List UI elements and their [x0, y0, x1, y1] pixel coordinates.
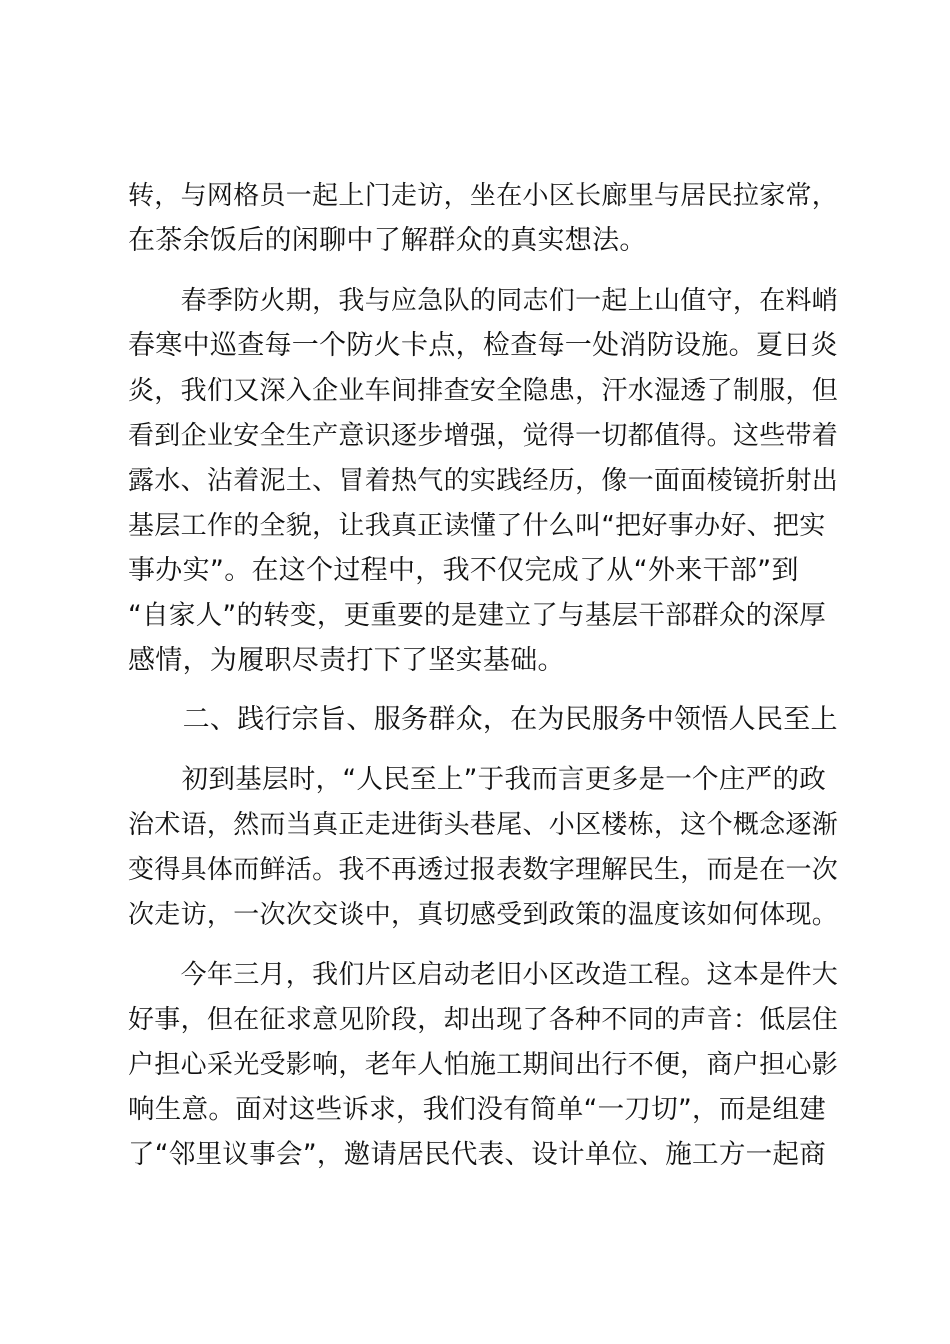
section-heading: 二、践行宗旨、服务群众，在为民服务中领悟人民至上	[128, 704, 838, 735]
text-line: 好事，但在征求意见阶段，却出现了各种不同的声音：低层住	[128, 1005, 839, 1035]
text-line: “自家人”的转变，更重要的是建立了与基层干部群众的深厚	[128, 600, 827, 631]
text-line: 感情，为履职尽责打下了坚实基础。	[128, 645, 565, 676]
text-line: 了“邻里议事会”，邀请居民代表、设计单位、施工方一起商	[128, 1139, 827, 1170]
text-line: 转，与网格员一起上门走访，坐在小区长廊里与居民拉家常，	[128, 181, 839, 211]
text-line: 看到企业安全生产意识逐步增强，觉得一切都值得。这些带着	[128, 421, 839, 451]
text-line: 炎，我们又深入企业车间排查安全隐患，汗水湿透了制服，但	[128, 376, 839, 406]
text-line: 初到基层时，“人民至上”于我而言更多是一个庄严的政	[128, 764, 827, 795]
text-line: 今年三月，我们片区启动老旧小区改造工程。这本是件大	[128, 960, 839, 990]
text-line: 春季防火期，我与应急队的同志们一起上山值守，在料峭	[128, 286, 839, 316]
text-line: 露水、沾着泥土、冒着热气的实践经历，像一面面棱镜折射出	[128, 466, 839, 496]
text-line: 基层工作的全貌，让我真正读懂了什么叫“把好事办好、把实	[128, 511, 826, 541]
text-line: 在茶余饭后的闲聊中了解群众的真实想法。	[128, 225, 647, 256]
text-line: 户担心采光受影响，老年人怕施工期间出行不便，商户担心影	[128, 1050, 839, 1080]
text-line: 治术语，然而当真正走进街头巷尾、小区楼栋，这个概念逐渐	[128, 810, 839, 840]
text-line: 次走访，一次次交谈中，真切感受到政策的温度该如何体现。	[128, 900, 839, 930]
text-line: 变得具体而鲜活。我不再透过报表数字理解民生，而是在一次	[128, 855, 839, 885]
text-line: 春寒中巡查每一个防火卡点，检查每一处消防设施。夏日炎	[128, 330, 838, 361]
text-line: 事办实”。在这个过程中，我不仅完成了从“外来干部”到	[128, 555, 799, 586]
text-line: 响生意。面对这些诉求，我们没有简单“一刀切”，而是组建	[128, 1094, 827, 1125]
